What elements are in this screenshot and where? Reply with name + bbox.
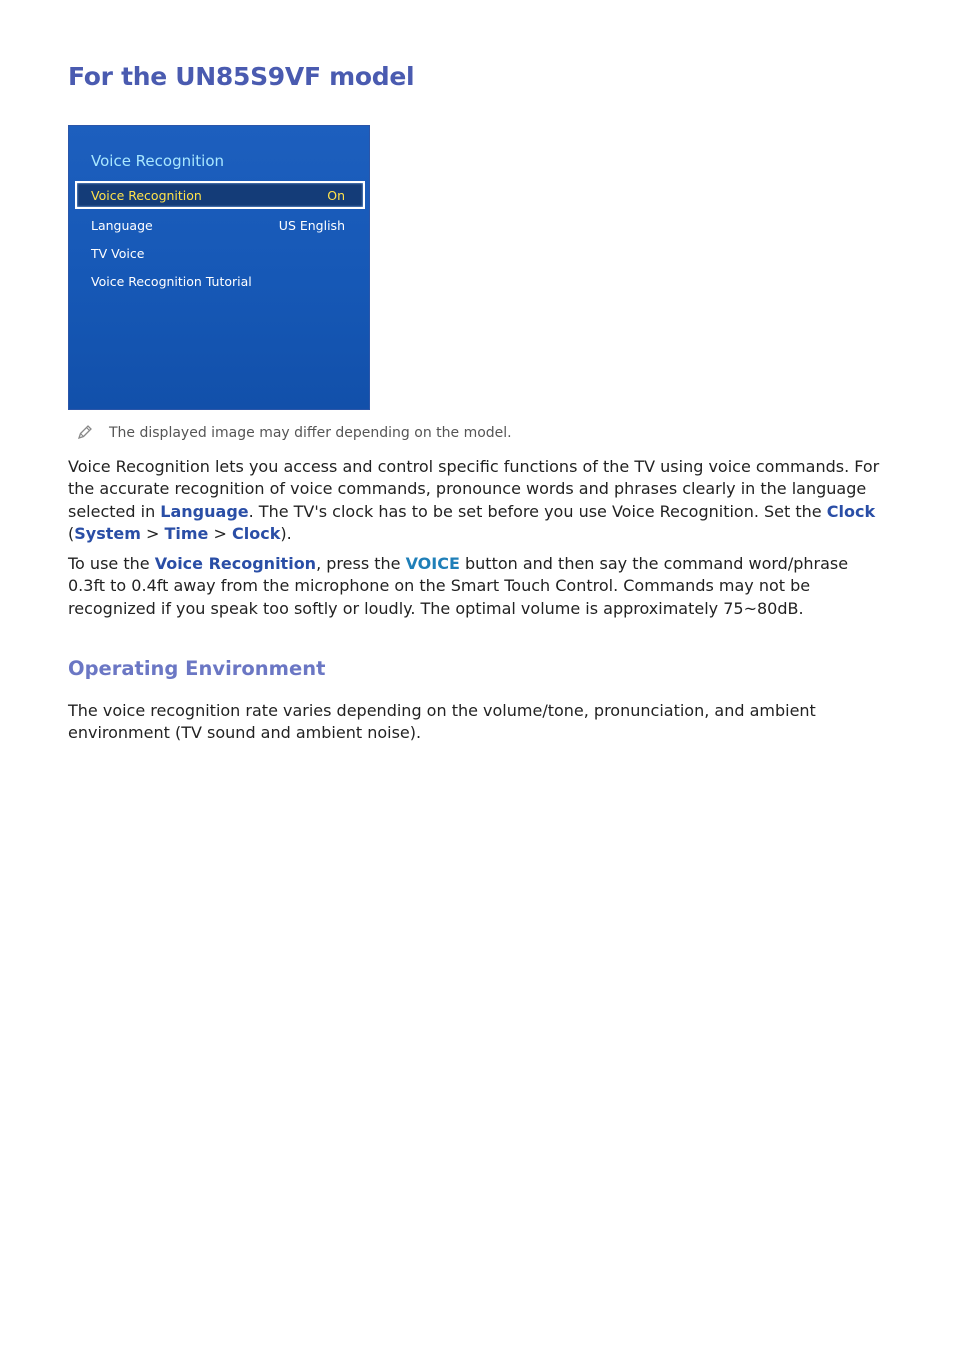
menu-item-tv-voice[interactable]: [75, 240, 365, 268]
text: (: [68, 523, 75, 543]
menu-item-language[interactable]: [75, 212, 365, 240]
section-heading: Operating Environment: [68, 657, 326, 680]
link-voice-recognition[interactable]: Voice Recognition: [154, 554, 317, 573]
menu-item-value: US English: [278, 218, 345, 233]
page-title: For the UN85S9VF model: [68, 62, 415, 91]
menu-item-label: Voice Recognition Tutorial: [91, 274, 252, 289]
text: button and then say the command word/phrase 0.3ft to 0.4ft away from the microphone on the Smart Touch Control. Commands may not be recognized if you speak too softly or loudly. The optimal volume is approximately 75~80dB.: [68, 554, 849, 618]
text: , press the: [316, 554, 406, 573]
note-text: The displayed image may differ depending on the model.: [109, 425, 512, 441]
menu-item-voice-recognition-tutorial[interactable]: [75, 268, 365, 296]
paragraph-usage: [68, 553, 888, 620]
menu-item-label: TV Voice: [91, 246, 145, 261]
text: Voice Recognition lets you access and control specific functions of the TV using voice commands. For the accurate recognition of voice commands, pronounce words and phrases clearly in the language selected in: [68, 457, 880, 521]
link-time[interactable]: Time: [164, 523, 209, 543]
paragraph-intro: [68, 456, 888, 545]
link-system[interactable]: System: [74, 523, 141, 543]
menu-item-voice-recognition[interactable]: [75, 181, 365, 209]
menu-item-label: Voice Recognition: [91, 188, 202, 203]
pencil-icon: [76, 423, 94, 441]
paragraph-environment: The voice recognition rate varies depending on the volume/tone, pronunciation, and ambient environment (TV sound and ambient noise).: [68, 701, 816, 743]
text: . The TV's clock has to be set before you use Voice Recognition. Set the: [248, 501, 827, 521]
tv-menu-screenshot: [68, 125, 370, 410]
link-clock-path[interactable]: Clock: [231, 523, 281, 543]
voice-button-name: VOICE: [405, 554, 460, 573]
path-separator: >: [140, 523, 165, 543]
menu-item-label: Language: [91, 218, 153, 233]
text: ).: [280, 523, 292, 543]
path-separator: >: [208, 523, 232, 543]
text: To use the: [68, 554, 155, 573]
menu-item-value: On: [327, 188, 345, 203]
link-language[interactable]: Language: [160, 501, 249, 521]
tv-menu-title: Voice Recognition: [91, 152, 225, 170]
link-clock[interactable]: Clock: [826, 501, 876, 521]
